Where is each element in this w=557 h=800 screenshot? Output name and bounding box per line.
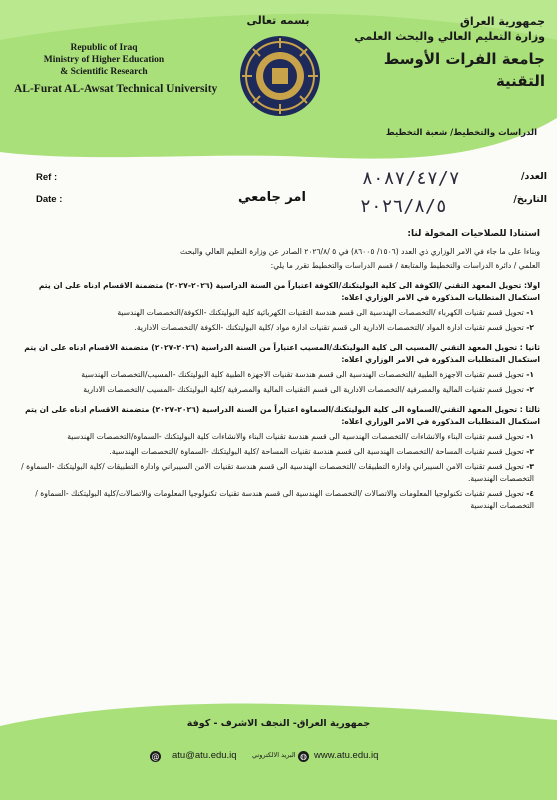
footer-address: جمهورية العراق- النجف الاشرف - كوفة bbox=[186, 718, 371, 729]
footer-website[interactable]: www.atu.edu.iq bbox=[314, 750, 379, 761]
item-text: تحويل قسم تقنيات ادارة المواد /التخصصات الادارية الى قسم تقنيات ادارة مواد /كلية البوليتكنك -الكوفة /التخصصات الادارية. bbox=[134, 323, 524, 332]
university-logo-icon bbox=[238, 34, 322, 118]
item-text: تحويل قسم تقنيات الكهرباء /التخصصات الهندسية الى قسم هندسة التقنيات الكهربائية كلية البوليتكنك -الكوفة/التخصصات الهندسية bbox=[117, 308, 524, 317]
date-label: Date : bbox=[36, 194, 63, 205]
section-heading: ثالثا : تحويل المعهد التقني/السماوة الى كلية البوليتكنك/السماوة اعتباراً من السنة الدراسية (٢٠٢٦-٢٠٢٧) متضمنة الاقسام ادناه على ان يتم استكمال المتطلبات المذكورة في الامر الوزاري اعلاه: bbox=[25, 405, 540, 426]
date-label-ar: التاريخ/ bbox=[513, 194, 547, 205]
item-number: ١- bbox=[526, 432, 534, 441]
number-label-ar: العدد/ bbox=[520, 171, 547, 182]
basmala: بسمه تعالى bbox=[246, 14, 310, 27]
item-number: ٣- bbox=[526, 462, 534, 471]
header-department-ar: الدراسات والتخطيط/ شعبة التخطيط bbox=[385, 128, 537, 138]
item-text: تحويل قسم تقنيات المساحة /التخصصات الهندسية الى قسم هندسة تقنيات المساحة /كلية البوليتكنك -السماوة /التخصصات الهندسية. bbox=[109, 447, 524, 456]
item-number: ١- bbox=[526, 370, 534, 379]
authority-line: استنادا للصلاحيات المخولة لنا: bbox=[407, 229, 540, 239]
ref-label: Ref : bbox=[36, 172, 58, 183]
list-item bbox=[12, 461, 540, 485]
header-country-ar: جمهورية العراق bbox=[460, 15, 545, 28]
footer-email-label: البريد الالكتروني bbox=[252, 751, 296, 759]
list-item bbox=[12, 488, 540, 512]
list-item bbox=[12, 369, 540, 381]
header-ministry-en-2: & Scientific Research bbox=[60, 67, 148, 77]
footer-email[interactable]: atu@atu.edu.iq bbox=[172, 750, 237, 761]
list-item bbox=[12, 322, 540, 334]
section-heading: ثانيا : تحويل المعهد التقني /المسيب الى كلية البوليتكنك/المسيب اعتباراً من السنة الدراسية (٢٠٢٦-٢٠٢٧) متضمنة الاقسام ادناه على ان يتم استكمال المتطلبات المذكورة في الامر الوزاري اعلاه: bbox=[24, 343, 540, 364]
handwritten-number: ٨٠٨٧/٤٧/٧ bbox=[362, 168, 460, 189]
handwritten-date: ٢٠٢٦/٨/٥ bbox=[360, 196, 447, 217]
item-text: تحويل قسم تقنيات المالية والمصرفية /التخصصات الادارية الى قسم التقنيات المالية والمصرفية /كلية البوليتكنك -المسيب /التخصصات الادارية bbox=[83, 385, 524, 394]
intro-line: وبناءا على ما جاء في الامر الوزاري ذي العدد (١٥٠٦/ ٨٦٠٠٥) في ٥ /٢٠٢٦/٨ الصادر عن وزارة التعليم العالي والبحث bbox=[179, 247, 540, 256]
header-university-ar: جامعة الفرات الأوسط التقنية bbox=[383, 50, 545, 90]
header-arabic-block bbox=[345, 14, 545, 92]
item-number: ٢- bbox=[526, 385, 534, 394]
item-number: ٢- bbox=[526, 447, 534, 456]
item-text: تحويل قسم تقنيات الاجهزة الطبية /التخصصات الهندسية الى قسم هندسة تقنيات الاجهزة الطبية كلية البوليتكنك -المسيب/التخصصات الهندسية bbox=[81, 370, 524, 379]
item-number: ١- bbox=[526, 308, 534, 317]
header-ministry-ar: وزارة التعليم العالي والبحث العلمي bbox=[354, 30, 545, 43]
list-item bbox=[12, 446, 540, 458]
item-text: تحويل قسم تقنيات الامن السيبراني وادارة التطبيقات /التخصصات الهندسية الى قسم هندسة تقنيات الامن السيبراني وادارة التطبيقات /كلية البوليتكنك -السماوة /التخصصات الهندسية. bbox=[21, 462, 534, 483]
document-body bbox=[12, 228, 540, 515]
item-text: تحويل قسم تقنيات تكنولوجيا المعلومات والاتصالات /التخصصات الهندسية الى قسم هندسة تقنيات تكنولوجيا المعلومات والاتصالات/كلية البوليتكنك -السماوة /التخصصات الهندسية bbox=[35, 489, 534, 510]
header-country-en: Republic of Iraq bbox=[70, 43, 138, 53]
item-number: ٤- bbox=[526, 489, 534, 498]
intro-line: العلمي / دائرة الدراسات والتخطيط والمتابعة / قسم الدراسات والتخطيط تقرر ما يلي: bbox=[270, 261, 540, 270]
section-heading: اولا: تحويل المعهد التقني /الكوفة الى كلية البوليتكنك/الكوفة اعتباراً من السنة الدراسية (٢٠٢٦-٢٠٢٧) متضمنة الاقسام ادناه على ان يتم استكمال المتطلبات المذكورة في الامر الوزاري اعلاه: bbox=[38, 281, 540, 302]
list-item bbox=[12, 384, 540, 396]
item-number: ٢- bbox=[526, 323, 534, 332]
footer-band bbox=[0, 700, 557, 800]
item-text: تحويل قسم تقنيات البناء والانشاءات /التخصصات الهندسية الى قسم هندسة تقنيات البناء والانشاءات كلية البوليتكنك -السماوة/التخصصات الهندسية bbox=[67, 432, 524, 441]
list-item bbox=[12, 431, 540, 443]
document-title: امر جامعي bbox=[238, 190, 306, 205]
email-icon: @ bbox=[151, 752, 160, 761]
list-item bbox=[12, 307, 540, 319]
header-ministry-en: Ministry of Higher Education bbox=[43, 55, 165, 65]
header-english-block bbox=[14, 42, 218, 97]
header-university-en: AL-Furat AL-Awsat Technical University bbox=[14, 83, 218, 95]
globe-icon: ◍ bbox=[298, 751, 309, 762]
